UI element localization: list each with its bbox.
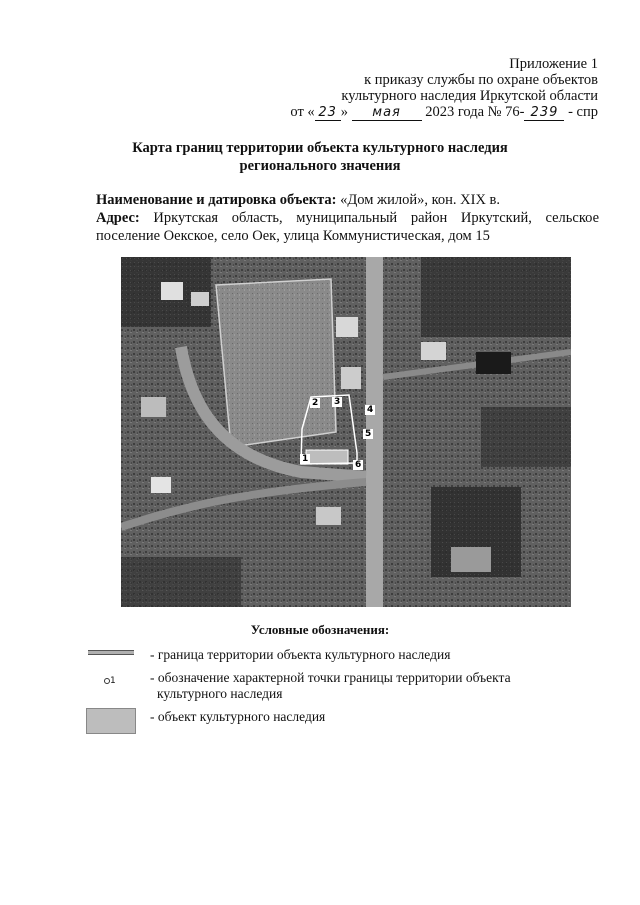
appendix-label: Приложение 1	[509, 56, 598, 72]
address-line1: Иркутская область, муниципальный район Иркутский, сельское	[153, 210, 600, 226]
map-image	[121, 257, 571, 607]
satellite-map	[121, 257, 571, 607]
boundary-point-2: 2	[312, 398, 319, 408]
boundary-line-symbol	[88, 650, 134, 655]
order-reference: к приказу службы по охране объектов	[364, 72, 598, 88]
order-suffix: - спр	[568, 104, 598, 120]
legend-heritage-object: - объект культурного наследия	[150, 709, 326, 724]
order-date-line	[290, 104, 598, 121]
object-name	[96, 191, 599, 209]
address-line2: поселение Оекское, село Оек, улица Коммунистическая, дом 15	[96, 228, 490, 244]
boundary-point-symbol	[104, 676, 116, 686]
object-name-label: Наименование и датировка объекта:	[96, 192, 337, 208]
order-month: мая	[352, 105, 422, 121]
heritage-object-symbol	[86, 708, 136, 734]
boundary-point-5: 5	[365, 429, 372, 439]
order-number: 239	[524, 105, 564, 121]
boundary-point-1: 1	[302, 454, 309, 464]
address-label: Адрес:	[96, 210, 140, 226]
document-title: Карта границ территории объекта культурного наследия	[132, 140, 508, 156]
order-day: 23	[315, 105, 341, 121]
boundary-point-3: 3	[334, 397, 341, 407]
date-mid: »	[340, 104, 348, 120]
date-prefix: от «	[290, 104, 315, 120]
legend-point-line1: - обозначение характерной точки границы территории объекта	[150, 670, 511, 685]
boundary-point-6: 6	[355, 460, 362, 470]
legend-point-line2: культурного наследия	[157, 686, 283, 701]
order-year: 2023 года № 76-	[425, 104, 525, 120]
document-subtitle: регионального значения	[239, 158, 401, 174]
object-name-value: «Дом жилой», кон. XIX в.	[340, 192, 501, 208]
boundary-point-4: 4	[367, 405, 374, 415]
legend-title: Условные обозначения:	[250, 622, 390, 637]
object-address	[96, 209, 599, 227]
order-authority: культурного наследия Иркутской области	[341, 88, 598, 104]
point-symbol-number: 1	[110, 676, 116, 686]
legend-boundary: - граница территории объекта культурного наследия	[150, 647, 451, 662]
